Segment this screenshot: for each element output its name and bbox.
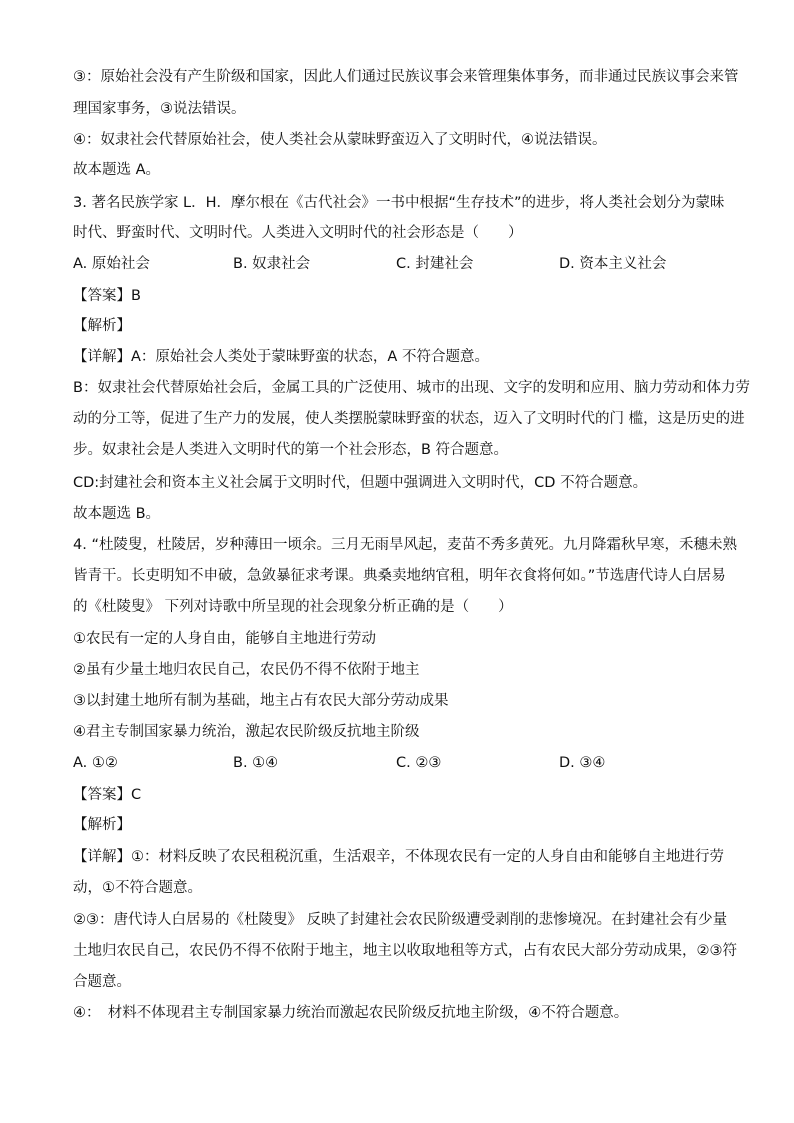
q4-answer: 【答案】C (73, 787, 142, 803)
q3-stem-line2: 时代、野蛮时代、文明时代。人类进入文明时代的社会形态是（ ） (73, 225, 523, 241)
q4-statement-2: ②虽有少量土地归农民自己，农民仍不得不依附于地主 (73, 662, 420, 678)
q3-options (73, 254, 723, 274)
q4-statement-1: ①农民有一定的人身自由，能够自主地进行劳动 (73, 631, 376, 647)
q4-stem-line1: 4. “杜陵叟，杜陵居，岁种薄田一顷余。三月无雨旱风起，麦苗不秀多黄死。九月降霜秋早寒，禾穗未熟 (73, 537, 737, 553)
q3-detail-b-line3: 步。奴隶社会是人类进入文明时代的第一个社会形态，B 符合题意。 (73, 442, 509, 458)
q4-statement-4: ④君主专制国家暴力统治，激起农民阶级反抗地主阶级 (73, 724, 420, 740)
q3-detail-a: 【详解】A：原始社会人类处于蒙昧野蛮的状态，A 不符合题意。 (73, 349, 489, 365)
q3-conclusion: 故本题选 B。 (73, 506, 161, 522)
q4-detail-23-line1: ②③：唐代诗人白居易的《杜陵叟》 反映了封建社会农民阶级遭受剥削的悲惨境况。在封建社会有少量 (73, 912, 728, 928)
q3-option-b: B. 奴隶社会 (233, 256, 311, 272)
q4-option-c: C. ②③ (396, 755, 442, 771)
q4-detail-1-line2: 动，①不符合题意。 (73, 880, 202, 896)
q4-detail-1-line1: 【详解】①：材料反映了农民租税沉重，生活艰辛，不体现农民有一定的人身自由和能够自主地进行劳 (73, 849, 724, 865)
q4-option-d: D. ③④ (559, 755, 606, 771)
q3-option-a: A. 原始社会 (73, 256, 150, 272)
q3-detail-b-line1: B：奴隶社会代替原始社会后，金属工具的广泛使用、城市的出现、文字的发明和应用、脑力劳动和体力劳 (73, 380, 750, 396)
q3-detail-b-line2: 动的分工等，促进了生产力的发展，使人类摆脱蒙昧野蛮的状态，迈入了文明时代的门 槛，这是历史的进 (73, 411, 745, 427)
q4-options (73, 753, 723, 773)
q4-stem-line2: 皆青干。长吏明知不申破，急敛暴征求考课。典桑卖地纳官租，明年衣食将何如。”节选唐代诗人白居易 (73, 568, 726, 584)
q2-conclusion: 故本题选 A。 (73, 162, 161, 178)
q4-detail-23-line2: 土地归农民自己，农民仍不得不依附于地主，地主以收取地租等方式，占有农民大部分劳动成果，②③符 (73, 943, 737, 959)
q4-option-b: B. ①④ (233, 755, 279, 771)
q3-answer: 【答案】B (73, 288, 141, 304)
q2-explanation-4: ④：奴隶社会代替原始社会，使人类社会从蒙昧野蛮迈入了文明时代，④说法错误。 (73, 132, 607, 148)
q3-stem-line1: 3. 著名民族学家 L．H．摩尔根在《古代社会》一书中根据“生存技术”的进步，将人类社会划分为蒙昧 (73, 195, 725, 211)
q4-statement-3: ③以封建土地所有制为基础，地主占有农民大部分劳动成果 (73, 693, 449, 709)
q3-option-d: D. 资本主义社会 (559, 256, 667, 272)
q2-explanation-3-line2: 理国家事务，③说法错误。 (73, 101, 246, 117)
q2-explanation-3-line1: ③：原始社会没有产生阶级和国家，因此人们通过民族议事会来管理集体事务，而非通过民族议事会来管 (73, 69, 739, 85)
q3-detail-cd: CD:封建社会和资本主义社会属于文明时代，但题中强调进入文明时代，CD 不符合题意。 (73, 475, 648, 491)
q4-detail-23-line3: 合题意。 (73, 974, 131, 990)
q4-option-a: A. ①② (73, 755, 118, 771)
q4-analysis-label: 【解析】 (73, 817, 131, 833)
q3-option-c: C. 封建社会 (396, 256, 474, 272)
q3-analysis-label: 【解析】 (73, 318, 131, 334)
q4-stem-line3: 的《杜陵叟》 下列对诗歌中所呈现的社会现象分析正确的是（ ） (73, 599, 513, 615)
q4-detail-4: ④： 材料不体现君主专制国家暴力统治而激起农民阶级反抗地主阶级，④不符合题意。 (73, 1005, 629, 1021)
